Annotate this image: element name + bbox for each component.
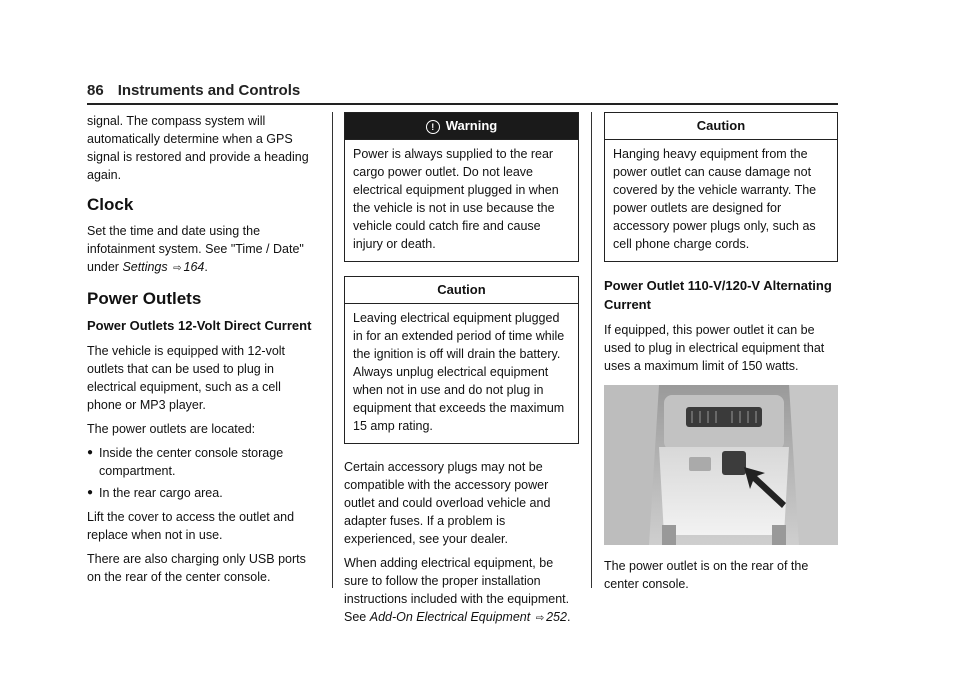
- bullet-icon: ●: [87, 487, 94, 498]
- section-title: Instruments and Controls: [117, 82, 301, 99]
- xref-arrow-icon: ⇨: [535, 613, 545, 624]
- caution-header-2: Caution: [605, 113, 837, 140]
- column-3: [604, 112, 838, 599]
- adding-equipment-paragraph: When adding electrical equipment, be sure to follow the proper installation instructions included with the equipment. See Add-On Electrical Equipment ⇨ 252.: [344, 556, 571, 624]
- addon-xref-page[interactable]: 252: [546, 610, 567, 624]
- clock-paragraph: Set the time and date using the infotainment system. See "Time / Date" under Settings ⇨ 164.: [87, 224, 304, 274]
- compatibility-paragraph: Certain accessory plugs may not be compatible with the accessory power outlet and could overload vehicle and adapter fuses. If a problem is experienced, see your dealer.: [344, 460, 551, 546]
- settings-xref-page[interactable]: 164: [183, 260, 205, 274]
- page-number: 86: [87, 82, 104, 99]
- photo-caption: The power outlet is on the rear of the center console.: [604, 559, 809, 591]
- column-divider-2: [591, 112, 592, 588]
- ac-outlet-paragraph: If equipped, this power outlet it can be used to plug in electrical equipment that uses a maximum limit of 150 watts.: [604, 323, 825, 373]
- clock-text: Set the time and date using the infotainment system. See "Time / Date" under: [87, 224, 304, 274]
- caution-box-2: [604, 112, 838, 262]
- settings-xref-link[interactable]: Settings: [122, 260, 168, 274]
- caution-text: Leaving electrical equipment plugged in for an extended period of time while the ignition is off will drain the battery. Always unplug electrical equipment when not in use and do not plug in equipment that exceeds the maximum 15 amp rating.: [353, 311, 565, 433]
- addon-xref-link[interactable]: Add-On Electrical Equipment: [369, 610, 531, 624]
- located-paragraph: The power outlets are located:: [87, 422, 256, 436]
- air-vent: [686, 407, 762, 427]
- dc-subheading: Power Outlets 12-Volt Direct Current: [87, 318, 312, 333]
- caution-box: [344, 276, 579, 444]
- caution-header: Caution: [345, 277, 578, 304]
- usb-port: [689, 457, 711, 471]
- outlet-location-list: [87, 444, 319, 502]
- xref-arrow-icon: ⇨: [173, 263, 182, 274]
- header-rule: [87, 103, 838, 105]
- ac-outlet-heading: Power Outlet 110-V/120-V Alternating Current: [604, 278, 832, 312]
- lift-cover-paragraph: Lift the cover to access the outlet and replace when not in use.: [87, 510, 295, 542]
- caution-text-2: Hanging heavy equipment from the power outlet can cause damage not covered by the vehicle warranty. The power outlets are designed for accessory power plugs only, such as cell phone charge cords.: [613, 147, 817, 251]
- warning-header: [345, 113, 578, 140]
- column-divider-1: [332, 112, 333, 588]
- column-1: [87, 112, 319, 592]
- warning-box: [344, 112, 579, 262]
- warning-icon: !: [426, 120, 440, 134]
- power-outlets-heading: Power Outlets: [87, 289, 202, 308]
- power-outlet: [722, 451, 746, 475]
- compass-intro-text: signal. The compass system will automatically determine when a GPS signal is restored and provide a heading again.: [87, 114, 309, 182]
- warning-title: Warning: [445, 118, 498, 133]
- dc-paragraph: The vehicle is equipped with 12-volt outlets that can be used to plug in electrical equipment, such as a cell phone or MP3 player.: [87, 344, 286, 412]
- usb-ports-paragraph: There are also charging only USB ports on the rear of the center console.: [87, 552, 306, 584]
- list-item: ● In the rear cargo area.: [87, 486, 223, 500]
- warning-text: Power is always supplied to the rear cargo power outlet. Do not leave electrical equipment plugged in when the vehicle is not in use because the vehicle could catch fire and cause injury or death.: [353, 147, 559, 251]
- column-2: [344, 112, 579, 634]
- center-console-photo: [604, 385, 838, 545]
- header-text: [87, 82, 838, 99]
- page-header: [87, 82, 838, 99]
- bullet-icon: ●: [87, 447, 94, 458]
- clock-heading: Clock: [87, 195, 134, 214]
- list-item: ● Inside the center console storage compartment.: [87, 446, 284, 478]
